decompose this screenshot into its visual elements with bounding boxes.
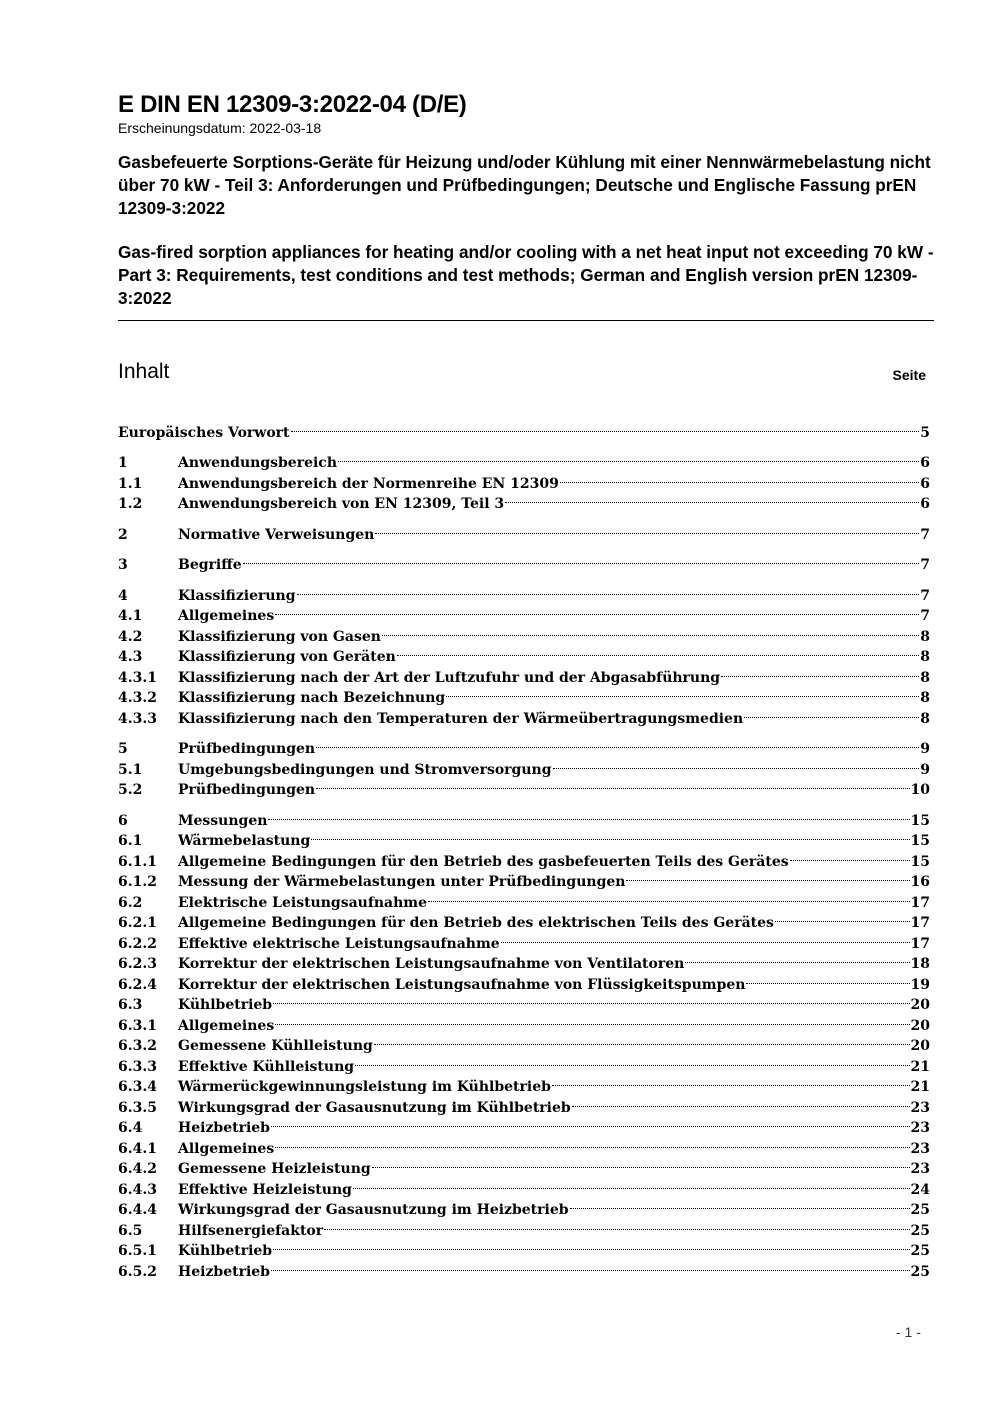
toc-entry-page: 20: [910, 1038, 930, 1054]
document-id: E DIN EN 12309-3:2022-04 (D/E): [118, 91, 467, 118]
toc-entry-page: 25: [910, 1263, 930, 1280]
toc-entry-label: Kühlbetrieb: [178, 997, 273, 1013]
toc-entry-page: 19: [910, 976, 930, 993]
toc-entry-number: 6.2.4: [118, 976, 157, 993]
toc-entry-page: 17: [910, 894, 930, 911]
toc-entry-number: 1.1: [118, 475, 143, 492]
toc-entry-page: 25: [910, 1222, 930, 1239]
toc-entry-label: Anwendungsbereich der Normenreihe EN 12309: [178, 475, 559, 492]
toc-entry-label: Klassifizierung von Gasen: [178, 628, 381, 645]
toc-dot-leader: [353, 1173, 910, 1194]
toc-entry-label: Klassifizierung nach Bezeichnung: [178, 690, 446, 706]
toc-dot-leader: [626, 866, 909, 887]
toc-title: Inhalt: [118, 360, 170, 383]
toc-entry-number: 4.3: [118, 649, 143, 665]
toc-entry-page: 18: [910, 956, 930, 972]
toc-entry-page: 24: [910, 1181, 930, 1198]
toc-entry[interactable]: [118, 804, 930, 829]
toc-entry-label: Effektive elektrische Leistungsaufnahme: [178, 935, 500, 952]
toc-entry-label: Hilfsenergiefaktor: [178, 1222, 324, 1239]
toc-entry-page: 9: [920, 741, 930, 757]
toc-entry-number: 6.3: [118, 997, 143, 1013]
toc-dot-leader: [311, 825, 909, 846]
toc-entry-label: Normative Verweisungen: [178, 526, 375, 543]
toc-entry-label: Klassifizierung: [178, 587, 296, 604]
toc-dot-leader: [505, 488, 919, 509]
toc-dot-leader: [382, 620, 919, 641]
toc-entry-label: Heizbetrieb: [178, 1120, 270, 1136]
toc-entry-number: 6.3.2: [118, 1038, 157, 1054]
toc-entry-label: Allgemeine Bedingungen für den Betrieb des elektrischen Teils des Gerätes: [178, 915, 774, 931]
toc-entry-label: Elektrische Leistungsaufnahme: [178, 894, 427, 911]
toc-entry-number: 6.4.4: [118, 1202, 157, 1218]
toc-entry-label: Korrektur der elektrischen Leistungsaufnahme von Flüssigkeitspumpen: [178, 976, 746, 993]
toc-entry-page: 7: [920, 587, 930, 604]
toc-entry-page: 6: [920, 475, 930, 492]
toc-entry-number: 1: [118, 455, 128, 471]
toc-entry-page: 23: [910, 1161, 930, 1177]
toc-entry-label: Gemessene Heizleistung: [178, 1161, 371, 1177]
toc-entry-page: 10: [910, 782, 930, 798]
toc-entry-number: 5.1: [118, 761, 143, 778]
toc-dot-leader: [746, 968, 909, 989]
toc-entry-page: 23: [910, 1120, 930, 1136]
toc-entry-label: Kühlbetrieb: [178, 1243, 273, 1259]
toc-entry-number: 6.3.5: [118, 1099, 157, 1116]
toc-dot-leader: [501, 927, 910, 948]
toc-entry[interactable]: [118, 733, 930, 757]
toc-entry-number: 6.4: [118, 1120, 143, 1136]
toc-entry-page: 20: [910, 1017, 930, 1034]
toc-dot-leader: [744, 702, 919, 723]
toc-dot-leader: [297, 579, 919, 600]
toc-page-label: Seite: [892, 367, 926, 383]
toc-entry-number: 6.3.4: [118, 1079, 157, 1095]
toc-entry[interactable]: [118, 416, 930, 441]
toc-entry[interactable]: [118, 549, 930, 573]
toc-dot-leader: [446, 682, 919, 703]
toc-entry-page: 8: [920, 649, 930, 665]
toc-entry-label: Heizbetrieb: [178, 1263, 270, 1280]
toc-entry-label: Allgemeine Bedingungen für den Betrieb des gasbefeuerten Teils des Gerätes: [178, 853, 789, 870]
toc-dot-leader: [316, 774, 909, 795]
toc-entry-label: Umgebungsbedingungen und Stromversorgung: [178, 761, 552, 778]
toc-dot-leader: [271, 1255, 910, 1276]
toc-dot-leader: [397, 641, 919, 662]
toc-entry-page: 25: [910, 1243, 930, 1259]
toc-dot-leader: [316, 733, 919, 754]
toc-entry-number: 6.1.2: [118, 874, 157, 890]
toc-entry-label: Klassifizierung von Geräten: [178, 649, 396, 665]
toc-entry[interactable]: [118, 518, 930, 543]
toc-entry-number: 4.3.3: [118, 710, 157, 727]
toc-dot-leader: [685, 948, 909, 969]
toc-entry-page: 7: [920, 557, 930, 573]
toc-entry-page: 23: [910, 1140, 930, 1157]
toc-entry-number: 6.5: [118, 1222, 143, 1239]
toc-entry-page: 16: [910, 874, 930, 890]
toc-entry-label: Allgemeines: [178, 1017, 275, 1034]
toc-entry-number: 4.3.2: [118, 690, 157, 706]
table-of-contents: [118, 416, 930, 1280]
toc-entry-page: 8: [920, 628, 930, 645]
toc-entry-label: Gemessene Kühlleistung: [178, 1038, 373, 1054]
title-divider: [118, 320, 934, 321]
toc-dot-leader: [275, 1009, 909, 1030]
toc-entry-number: 5: [118, 741, 128, 757]
toc-entry-label: Effektive Kühlleistung: [178, 1058, 355, 1075]
toc-entry-number: 4.2: [118, 628, 143, 645]
toc-entry-page: 17: [910, 915, 930, 931]
toc-dot-leader: [553, 753, 920, 774]
toc-dot-leader: [273, 1235, 909, 1256]
page-number: - 1 -: [896, 1324, 921, 1340]
toc-entry-page: 15: [910, 812, 930, 829]
toc-entry-number: 4.1: [118, 608, 143, 624]
toc-entry-page: 7: [920, 608, 930, 624]
toc-entry-label: Wirkungsgrad der Gasausnutzung im Heizbetrieb: [178, 1202, 569, 1218]
toc-entry-number: 2: [118, 526, 128, 543]
toc-dot-leader: [275, 1132, 909, 1153]
toc-entry-number: 6.1.1: [118, 853, 157, 870]
toc-entry-page: 15: [910, 853, 930, 870]
toc-entry-number: 4: [118, 587, 128, 604]
toc-entry-number: 6.3.3: [118, 1058, 157, 1075]
toc-entry-page: 6: [920, 455, 930, 471]
toc-entry-label: Allgemeines: [178, 608, 275, 624]
toc-entry[interactable]: [118, 579, 930, 604]
toc-entry-page: 8: [920, 669, 930, 686]
toc-dot-leader: [243, 549, 919, 570]
toc-dot-leader: [560, 467, 919, 488]
toc-entry-page: 9: [920, 761, 930, 778]
toc-entry-number: 4.3.1: [118, 669, 157, 686]
toc-dot-leader: [324, 1214, 909, 1235]
toc-dot-leader: [428, 886, 910, 907]
toc-entry-label: Europäisches Vorwort: [118, 424, 290, 441]
toc-dot-leader: [372, 1153, 910, 1174]
toc-dot-leader: [775, 907, 910, 928]
toc-entry-number: 6.2: [118, 894, 143, 911]
toc-dot-leader: [790, 845, 910, 866]
toc-dot-leader: [570, 1194, 910, 1215]
toc-entry-page: 21: [910, 1058, 930, 1075]
toc-entry-label: Messungen: [178, 812, 268, 829]
toc-entry-number: 6.5.2: [118, 1263, 157, 1280]
toc-entry-page: 7: [920, 526, 930, 543]
toc-entry-label: Begriffe: [178, 557, 242, 573]
toc-entry-label: Prüfbedingungen: [178, 741, 316, 757]
toc-dot-leader: [275, 600, 919, 621]
toc-entry-label: Effektive Heizleistung: [178, 1181, 352, 1198]
toc-entry-number: 6.4.3: [118, 1181, 157, 1198]
toc-entry-number: 6.4.1: [118, 1140, 157, 1157]
toc-entry-label: Korrektur der elektrischen Leistungsaufnahme von Ventilatoren: [178, 956, 685, 972]
toc-dot-leader: [374, 1030, 910, 1051]
toc-entry-page: 21: [910, 1079, 930, 1095]
toc-entry-page: 25: [910, 1202, 930, 1218]
toc-dot-leader: [273, 989, 909, 1010]
toc-dot-leader: [338, 447, 919, 468]
toc-entry-label: Wirkungsgrad der Gasausnutzung im Kühlbetrieb: [178, 1099, 571, 1116]
toc-entry-number: 6.1: [118, 833, 143, 849]
toc-entry-page: 17: [910, 935, 930, 952]
toc-entry-page: 20: [910, 997, 930, 1013]
toc-entry-label: Wärmebelastung: [178, 833, 311, 849]
toc-entry-page: 15: [910, 833, 930, 849]
toc-dot-leader: [552, 1071, 910, 1092]
toc-entry-number: 3: [118, 557, 128, 573]
document-header: [118, 90, 934, 310]
toc-entry-number: 6.2.1: [118, 915, 157, 931]
toc-entry-number: 1.2: [118, 496, 143, 512]
toc-entry-label: Anwendungsbereich von EN 12309, Teil 3: [178, 496, 505, 512]
toc-entry-number: 6.3.1: [118, 1017, 157, 1034]
toc-dot-leader: [271, 1112, 910, 1133]
toc-entry-page: 6: [920, 496, 930, 512]
toc-entry-label: Klassifizierung nach den Temperaturen der Wärmeübertragungsmedien: [178, 710, 744, 727]
toc-entry-label: Wärmerückgewinnungsleistung im Kühlbetrieb: [178, 1079, 551, 1095]
title-english: Gas-fired sorption appliances for heating and/or cooling with a net heat input not exceeding 70 kW - Part 3: Requirements, test conditions and test methods; German and English version prEN 12309-3:2022: [118, 242, 934, 308]
toc-dot-leader: [572, 1091, 910, 1112]
toc-entry-page: 5: [920, 424, 930, 441]
toc-entry-label: Allgemeines: [178, 1140, 275, 1157]
toc-entry-label: Messung der Wärmebelastungen unter Prüfbedingungen: [178, 874, 626, 890]
toc-entry-number: 6.4.2: [118, 1161, 157, 1177]
toc-dot-leader: [375, 518, 919, 539]
toc-entry-page: 8: [920, 710, 930, 727]
toc-entry-label: Anwendungsbereich: [178, 455, 337, 471]
toc-entry-number: 6: [118, 812, 128, 829]
toc-entry-page: 8: [920, 690, 930, 706]
toc-entry-number: 5.2: [118, 782, 143, 798]
toc-entry-number: 6.2.3: [118, 956, 157, 972]
toc-entry-number: 6.5.1: [118, 1243, 157, 1259]
publication-date: Erscheinungsdatum: 2022-03-18: [118, 120, 322, 136]
toc-entry-label: Klassifizierung nach der Art der Luftzufuhr und der Abgasabführung: [178, 669, 721, 686]
toc-entry-number: 6.2.2: [118, 935, 157, 952]
toc-dot-leader: [355, 1050, 909, 1071]
toc-entry-label: Prüfbedingungen: [178, 782, 316, 798]
toc-entry-page: 23: [910, 1099, 930, 1116]
toc-header: [118, 360, 926, 390]
toc-dot-leader: [291, 416, 919, 437]
title-german: Gasbefeuerte Sorptions-Geräte für Heizung und/oder Kühlung mit einer Nennwärmebelastung nicht über 70 kW - Teil 3: Anforderungen und Prüfbedingungen; Deutsche und Englische Fassung prEN 12309-3:2022: [118, 152, 931, 218]
toc-entry[interactable]: [118, 447, 930, 471]
toc-dot-leader: [721, 661, 919, 682]
toc-dot-leader: [268, 804, 909, 825]
